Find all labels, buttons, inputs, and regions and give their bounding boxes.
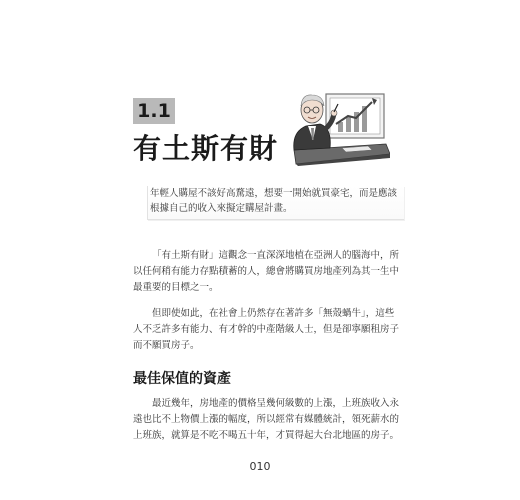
page-number: 010: [249, 460, 271, 473]
paragraph-line: 以任何稍有能力存點積蓄的人，總會將購買房地產列為其一生中: [133, 266, 400, 277]
paragraph-line: 「有土斯有財」這觀念一直深深地植在亞洲人的腦海中，所: [152, 250, 400, 261]
body-paragraph-1: [133, 248, 398, 296]
body-paragraph-3: [133, 396, 398, 444]
paragraph-line: 遠也比不上物價上漲的幅度，所以經常有媒體統計，領死薪水的: [133, 414, 400, 425]
body-paragraph-2: [133, 306, 398, 354]
paragraph-line: 人不乏許多有能力、有才幹的中產階級人士，但是卻寧願租房子: [133, 324, 400, 335]
summary-line: 根據自己的收入來擬定購屋計畫。: [150, 203, 293, 214]
summary-line: 年輕人購屋不該好高騖遠，想要一開始就買豪宅，而是應該: [150, 188, 398, 199]
section-number-badge: 1.1: [133, 98, 175, 124]
paragraph-line: 最重要的目標之一。: [133, 282, 219, 293]
paragraph-line: 但即使如此，在社會上仍然存在著許多「無殼蝸牛」，這些: [152, 308, 395, 319]
section-subheading: 最佳保值的資產: [133, 371, 231, 387]
summary-callout: [147, 186, 404, 220]
businessman-chart-illustration: [286, 88, 390, 166]
paragraph-line: 最近幾年，房地產的價格呈幾何級數的上漲，上班族收入永: [152, 398, 400, 409]
section-title: 有土斯有財: [133, 132, 279, 165]
paragraph-line: 上班族，就算是不吃不喝五十年，才買得起大台北地區的房子。: [133, 430, 400, 441]
paragraph-line: 而不願買房子。: [133, 340, 200, 351]
